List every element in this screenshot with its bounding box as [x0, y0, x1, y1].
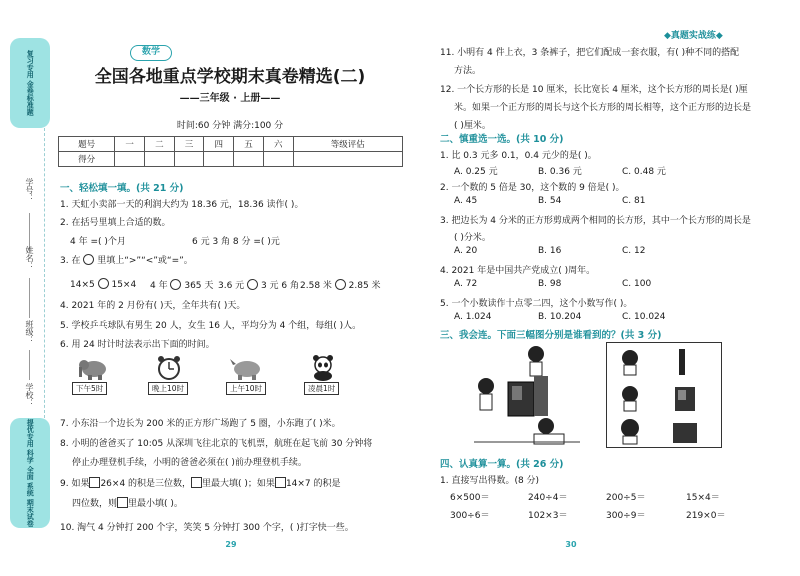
compare-c-left: 3.6 元 [218, 281, 245, 291]
digit-box [191, 477, 202, 488]
compare-circle [83, 254, 94, 265]
choice-4-c[interactable]: C. 100 [622, 279, 652, 289]
calc-item[interactable]: 219×0＝ [686, 511, 726, 521]
question-2a: 4 年 =( )个月 [70, 237, 126, 247]
elephant-icon [76, 355, 110, 381]
compare-b-right: 365 天 [184, 281, 214, 291]
strip-bottom-tab [10, 418, 50, 528]
compare-a-circle[interactable] [98, 278, 109, 289]
page-number-right: ♥ 30 [560, 535, 582, 555]
view-2-icon [615, 383, 645, 413]
score-cell[interactable] [293, 152, 402, 167]
views-panel [606, 342, 722, 448]
calc-item[interactable]: 200÷5＝ [606, 493, 646, 503]
question-2b: 6 元 3 角 8 分 =( )元 [192, 237, 280, 247]
choice-5: 5. 一个小数读作十点零二四，这个小数写作( )。 [440, 299, 633, 309]
clock-label-1: 下午5时 [72, 382, 107, 395]
score-table [58, 136, 403, 167]
choice-3: 3. 把边长为 4 分米的正方形剪成两个相同的长方形，其中一个长方形的周长是 [440, 216, 751, 226]
field-name: 姓名： [25, 246, 34, 270]
question-3-tail: 里填上“>”“<”或“=”。 [97, 256, 193, 266]
compare-c-circle[interactable] [247, 279, 258, 290]
compare-d-right: 2.85 米 [348, 281, 381, 291]
calc-title: 1. 直接写出得数。(8 分) [440, 476, 540, 486]
compare-c-right: 3 元 6 角 [260, 281, 299, 291]
view-3-icon [615, 417, 645, 445]
digit-box[interactable] [275, 477, 286, 488]
time-info: 时间:60 分钟 满分:100 分 [176, 121, 284, 131]
clock-label-3: 上午10时 [226, 382, 266, 395]
view-1-box-icon [675, 347, 691, 377]
question-10: 10. 淘气 4 分钟打 200 个字，笑笑 5 分钟打 300 个字，( )打字快一些。 [60, 523, 354, 533]
choice-1: 1. 比 0.3 元多 0.1，0.4 元少的是( )。 [440, 151, 597, 161]
score-cell[interactable] [115, 152, 145, 167]
alarm-clock-icon [152, 355, 186, 381]
question-7: 7. 小东沿一个边长为 200 米的正方形广场跑了 5 圈，小东跑了( )米。 [60, 419, 341, 429]
field-student-id: 学号： [25, 178, 34, 202]
choice-5-a[interactable]: A. 1.024 [454, 312, 492, 322]
choice-2-c[interactable]: C. 81 [622, 196, 646, 206]
score-header: 四 [204, 137, 234, 152]
view-3-box-icon [671, 419, 699, 445]
calc-item[interactable]: 6×500＝ [450, 493, 490, 503]
field-school: 学校： [25, 383, 34, 407]
score-row-label: 得分 [59, 152, 115, 167]
choice-3-c[interactable]: C. 12 [622, 246, 646, 256]
compare-a-left: 14×5 [70, 280, 95, 290]
section-4-heading: 四、认真算一算。(共 26 分) [440, 459, 564, 470]
question-12b: 米。如果一个正方形的周长与这个长方形的周长相等，这个正方形的边长是 [454, 103, 752, 113]
choice-5-c[interactable]: C. 10.024 [622, 312, 666, 322]
question-6: 6. 用 24 时计时法表示出下面的时间。 [60, 340, 215, 350]
choice-5-b[interactable]: B. 10.204 [538, 312, 582, 322]
brand-label: ◆真题实战练◆ [664, 31, 723, 41]
choice-1-b[interactable]: B. 0.36 元 [538, 167, 582, 177]
choice-2-b[interactable]: B. 54 [538, 196, 562, 206]
question-12: 12. 一个长方形的长是 10 厘米，长比宽长 4 厘米，这个长方形的周长是( )厘 [440, 85, 748, 95]
compare-d [300, 278, 381, 291]
score-cell[interactable] [263, 152, 293, 167]
question-9-d: 14×7 的积是 [285, 479, 341, 489]
field-line [29, 278, 30, 318]
question-9-f: 里最小填( )。 [128, 499, 183, 509]
grade-label: ——三年级 · 上册—— [179, 93, 281, 104]
question-8: 8. 小明的爸爸买了 10:05 从深圳飞往北京的飞机票，航班在起飞前 30 分钟将 [60, 439, 373, 449]
question-12c: ( )厘米。 [454, 121, 491, 131]
strip-bottom-label: 提优专用 科学 全面 系统 期末试卷 [26, 419, 35, 527]
digit-box[interactable] [89, 477, 100, 488]
strip-top-label: 复习专用 金卷标准题 [26, 50, 35, 116]
subject-badge: 数学 [130, 45, 172, 61]
question-9-b: 26×4 的积是三位数， [100, 479, 192, 489]
view-1-icon [615, 347, 645, 377]
calc-item[interactable]: 240÷4＝ [528, 493, 568, 503]
score-header: 等级评估 [293, 137, 402, 152]
section-2-heading: 二、慎重选一选。(共 10 分) [440, 134, 564, 145]
choice-4-a[interactable]: A. 72 [454, 279, 478, 289]
children-viewing-box-illustration [474, 342, 580, 450]
clock-label-4: 凌晨1时 [304, 382, 339, 395]
compare-a [70, 278, 136, 290]
rhino-icon [230, 355, 264, 381]
question-9-line2 [72, 496, 183, 509]
question-3 [60, 253, 193, 266]
question-3-text: 3. 在 [60, 256, 81, 266]
choice-3b: ( )分米。 [454, 233, 491, 243]
score-header: 五 [234, 137, 264, 152]
strip-top-tab [10, 38, 50, 128]
question-9 [60, 476, 341, 489]
score-header: 六 [263, 137, 293, 152]
compare-c [218, 278, 299, 291]
field-line [29, 350, 30, 380]
field-class: 班级： [25, 320, 34, 344]
compare-d-left: 2.58 米 [300, 281, 332, 291]
calc-item[interactable]: 102×3＝ [528, 511, 568, 521]
score-cell[interactable] [174, 152, 204, 167]
score-header: 一 [115, 137, 145, 152]
choice-2-a[interactable]: A. 45 [454, 196, 478, 206]
choice-4-b[interactable]: B. 98 [538, 279, 562, 289]
compare-b-circle[interactable] [170, 279, 181, 290]
question-9-c: 里最大填( )；如果 [202, 479, 275, 489]
question-5: 5. 学校乒乓球队有男生 20 人，女生 16 人，平均分为 4 个组，每组( )人。 [60, 321, 362, 331]
calc-item[interactable]: 300÷9＝ [606, 511, 646, 521]
compare-b [150, 278, 213, 291]
clock-label-2: 晚上10时 [148, 382, 188, 395]
question-9-e: 四位数，则 [72, 499, 118, 509]
compare-a-right: 15×4 [111, 280, 137, 290]
question-11b: 方法。 [454, 66, 482, 76]
choice-2: 2. 一个数的 5 倍是 30，这个数的 9 倍是( )。 [440, 183, 625, 193]
score-header: 题号 [59, 137, 115, 152]
digit-box [117, 497, 128, 508]
score-cell[interactable] [144, 152, 174, 167]
compare-d-circle[interactable] [335, 279, 346, 290]
section-1-heading: 一、轻松填一填。(共 21 分) [60, 183, 184, 194]
choice-3-b[interactable]: B. 16 [538, 246, 562, 256]
question-2: 2. 在括号里填上合适的数。 [60, 218, 171, 228]
score-table-header-row [59, 137, 403, 152]
question-4: 4. 2021 年的 2 月份有( )天，全年共有( )天。 [60, 301, 246, 311]
score-cell[interactable] [204, 152, 234, 167]
cut-line [44, 128, 45, 418]
question-11: 11. 小明有 4 件上衣，3 条裤子，把它们配成一套衣服，有( )种不同的搭配 [440, 48, 740, 58]
calc-item[interactable]: 300÷6＝ [450, 511, 490, 521]
choice-1-a[interactable]: A. 0.25 元 [454, 167, 498, 177]
score-table-row [59, 152, 403, 167]
page-number-left: ♥ 29 [220, 535, 242, 555]
choice-1-c[interactable]: C. 0.48 元 [622, 167, 666, 177]
calc-item[interactable]: 15×4＝ [686, 493, 720, 503]
score-header: 二 [144, 137, 174, 152]
panda-icon [306, 355, 340, 381]
compare-b-left: 4 年 [150, 281, 168, 291]
page-title: 全国各地重点学校期末真卷精选(二) [94, 67, 366, 87]
score-cell[interactable] [234, 152, 264, 167]
choice-4: 4. 2021 年是中国共产党成立( )周年。 [440, 266, 596, 276]
question-8b: 停止办理登机手续，小明的爸爸必须在( )前办理登机手续。 [72, 458, 307, 468]
question-9-text: 9. 如果 [60, 479, 90, 489]
section-3-heading: 三、我会连。下面三幅图分别是谁看到的？(共 3 分) [440, 330, 662, 341]
question-1: 1. 天虹小卖部一天的利润大约为 18.36 元，18.36 读作( )。 [60, 200, 304, 210]
choice-3-a[interactable]: A. 20 [454, 246, 478, 256]
binding-strip [10, 38, 50, 566]
score-header: 三 [174, 137, 204, 152]
view-2-box-icon [673, 385, 697, 413]
